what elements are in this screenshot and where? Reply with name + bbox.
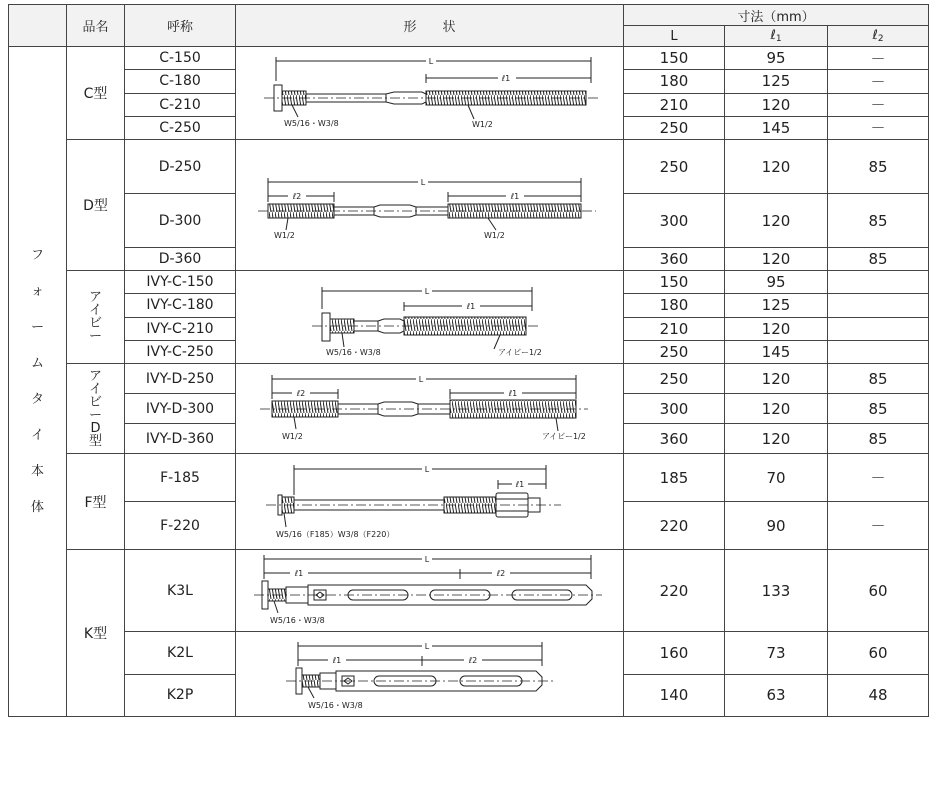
label-l2: ℓ2 (468, 656, 478, 665)
value-l2: 60 (828, 550, 929, 632)
tie-k3l-drawing (236, 551, 624, 631)
main-category-char: イ (30, 427, 44, 443)
label-thread-left: W1/2 (274, 231, 295, 240)
type-char: ー (88, 407, 102, 423)
value-L: 220 (624, 502, 725, 550)
value-L: 140 (624, 674, 725, 717)
product-name: IVY-C-210 (125, 317, 236, 340)
product-name: K3L (125, 550, 236, 632)
main-category-char: ム (30, 355, 44, 371)
product-name: F-220 (125, 502, 236, 550)
product-name: IVY-D-300 (125, 394, 236, 424)
product-name: K2L (125, 632, 236, 675)
value-L: 150 (624, 47, 725, 70)
value-l2: 85 (828, 194, 929, 248)
shape-c (236, 47, 624, 140)
tie-c-drawing (236, 47, 624, 139)
value-l1: 120 (725, 194, 828, 248)
value-l2 (828, 271, 929, 294)
shape-k2 (236, 632, 624, 717)
main-category-char: ォ (30, 283, 44, 299)
spec-table (8, 4, 929, 717)
product-name: IVY-C-150 (125, 271, 236, 294)
value-L: 250 (624, 340, 725, 363)
label-l1: ℓ1 (510, 192, 520, 201)
value-l2 (828, 294, 929, 317)
value-l2 (828, 317, 929, 340)
label-thread-left: W5/16・W3/8 (270, 615, 325, 625)
value-l1: 70 (725, 454, 828, 502)
header-l2: ℓ$_2$ (828, 26, 929, 47)
product-name: IVY-D-250 (125, 364, 236, 394)
value-l1: 120 (725, 248, 828, 271)
value-L: 180 (624, 70, 725, 93)
value-l2: 85 (828, 248, 929, 271)
type-char: D (90, 420, 101, 436)
header-sunpo: 寸法（mm） (624, 5, 929, 26)
value-l1: 133 (725, 550, 828, 632)
shape-ivy-c (236, 271, 624, 364)
label-thread-right: W1/2 (484, 231, 505, 240)
type-char: ビ (88, 316, 102, 331)
product-name: D-250 (125, 140, 236, 194)
value-l1: 125 (725, 294, 828, 317)
header-keijo: 形 状 (236, 5, 624, 47)
type-char: ア (88, 290, 102, 305)
label-l2: ℓ2 (296, 388, 306, 398)
value-l2 (828, 340, 929, 363)
product-name: F-185 (125, 454, 236, 502)
product-name: C-150 (125, 47, 236, 70)
value-L: 360 (624, 248, 725, 271)
value-L: 150 (624, 271, 725, 294)
value-l1: 95 (725, 47, 828, 70)
value-l1: 125 (725, 70, 828, 93)
header-L: L (624, 26, 725, 47)
value-l1: 120 (725, 424, 828, 454)
shape-ivy-d (236, 364, 624, 454)
label-thread-left: W5/16・W3/8 (284, 119, 339, 128)
value-L: 250 (624, 364, 725, 394)
label-l1: ℓ1 (466, 302, 476, 311)
label-l1: ℓ1 (515, 479, 525, 489)
value-L: 160 (624, 632, 725, 675)
type-char: ビ (88, 394, 102, 410)
value-l1: 120 (725, 140, 828, 194)
value-l2: 85 (828, 140, 929, 194)
value-L: 300 (624, 394, 725, 424)
label-l1: ℓ1 (501, 74, 511, 83)
label-thread-left: W1/2 (282, 431, 303, 441)
label-thread-left: W5/16・W3/8 (308, 701, 363, 710)
type-f: F型 (67, 454, 125, 550)
tie-ivy-d-drawing (236, 365, 624, 453)
main-category-char: 体 (30, 499, 44, 515)
product-name: IVY-C-180 (125, 294, 236, 317)
label-l1: ℓ1 (508, 388, 518, 398)
type-char: イ (88, 303, 102, 318)
main-category (9, 47, 67, 717)
value-l2: 85 (828, 364, 929, 394)
label-L: L (418, 374, 424, 384)
shape-d (236, 140, 624, 271)
main-category-char: タ (30, 391, 44, 407)
product-name: IVY-D-360 (125, 424, 236, 454)
header-hinmei: 品名 (67, 5, 125, 47)
label-L: L (428, 57, 434, 66)
value-L: 250 (624, 116, 725, 139)
main-category-char: フ (30, 247, 44, 263)
type-char: ー (88, 329, 102, 344)
tie-ivy-c-drawing (236, 271, 624, 363)
product-name: C-210 (125, 93, 236, 116)
label-L: L (424, 287, 430, 296)
type-d: D型 (67, 140, 125, 271)
value-L: 180 (624, 294, 725, 317)
value-L: 250 (624, 140, 725, 194)
value-l2: － (828, 47, 929, 70)
value-L: 185 (624, 454, 725, 502)
type-char: ア (88, 368, 102, 384)
tie-f-drawing (236, 455, 624, 549)
label-thread-right: アイビー1/2 (498, 348, 542, 357)
value-L: 300 (624, 194, 725, 248)
product-name: C-250 (125, 116, 236, 139)
value-L: 220 (624, 550, 725, 632)
value-l1: 145 (725, 116, 828, 139)
value-l1: 120 (725, 93, 828, 116)
label-L: L (424, 554, 430, 564)
value-l2: － (828, 502, 929, 550)
type-ivy-c (67, 271, 125, 364)
shape-f (236, 454, 624, 550)
type-char: イ (88, 381, 102, 397)
value-l2: － (828, 70, 929, 93)
label-l1: ℓ1 (332, 656, 342, 665)
product-name: D-360 (125, 248, 236, 271)
product-name: C-180 (125, 70, 236, 93)
label-L: L (424, 464, 430, 474)
value-l1: 120 (725, 364, 828, 394)
value-l1: 145 (725, 340, 828, 363)
value-l1: 73 (725, 632, 828, 675)
value-l2: 60 (828, 632, 929, 675)
value-l1: 120 (725, 317, 828, 340)
value-l1: 90 (725, 502, 828, 550)
tie-d-drawing (236, 140, 624, 270)
type-c: C型 (67, 47, 125, 140)
header-blank (9, 5, 67, 47)
value-l1: 63 (725, 674, 828, 717)
product-name: D-300 (125, 194, 236, 248)
value-l2: － (828, 93, 929, 116)
label-thread-right: W1/2 (472, 120, 493, 129)
product-name: IVY-C-250 (125, 340, 236, 363)
label-thread-right: アイビー1/2 (542, 431, 586, 441)
label-thread-left: W5/16・W3/8 (326, 348, 381, 357)
value-l2: 85 (828, 424, 929, 454)
value-l2: 48 (828, 674, 929, 717)
type-k: K型 (67, 550, 125, 717)
value-l2: － (828, 454, 929, 502)
tie-k2-drawing (236, 632, 624, 716)
value-L: 210 (624, 317, 725, 340)
header-kosho: 呼称 (125, 5, 236, 47)
label-thread-left: W5/16（F185）W3/8（F220） (276, 529, 395, 539)
label-l1: ℓ1 (294, 568, 304, 578)
shape-k3l (236, 550, 624, 632)
value-l2: － (828, 116, 929, 139)
type-ivy-d (67, 364, 125, 454)
value-l2: 85 (828, 394, 929, 424)
label-L: L (424, 642, 430, 651)
label-L: L (420, 178, 426, 187)
value-L: 360 (624, 424, 725, 454)
header-l1: ℓ$_1$ (725, 26, 828, 47)
value-l1: 120 (725, 394, 828, 424)
label-l2: ℓ2 (292, 192, 302, 201)
value-l1: 95 (725, 271, 828, 294)
type-char: 型 (88, 433, 102, 449)
main-category-char: ー (30, 319, 44, 335)
main-category-char: 本 (30, 463, 44, 479)
product-name: K2P (125, 674, 236, 717)
label-l2: ℓ2 (496, 568, 506, 578)
value-L: 210 (624, 93, 725, 116)
